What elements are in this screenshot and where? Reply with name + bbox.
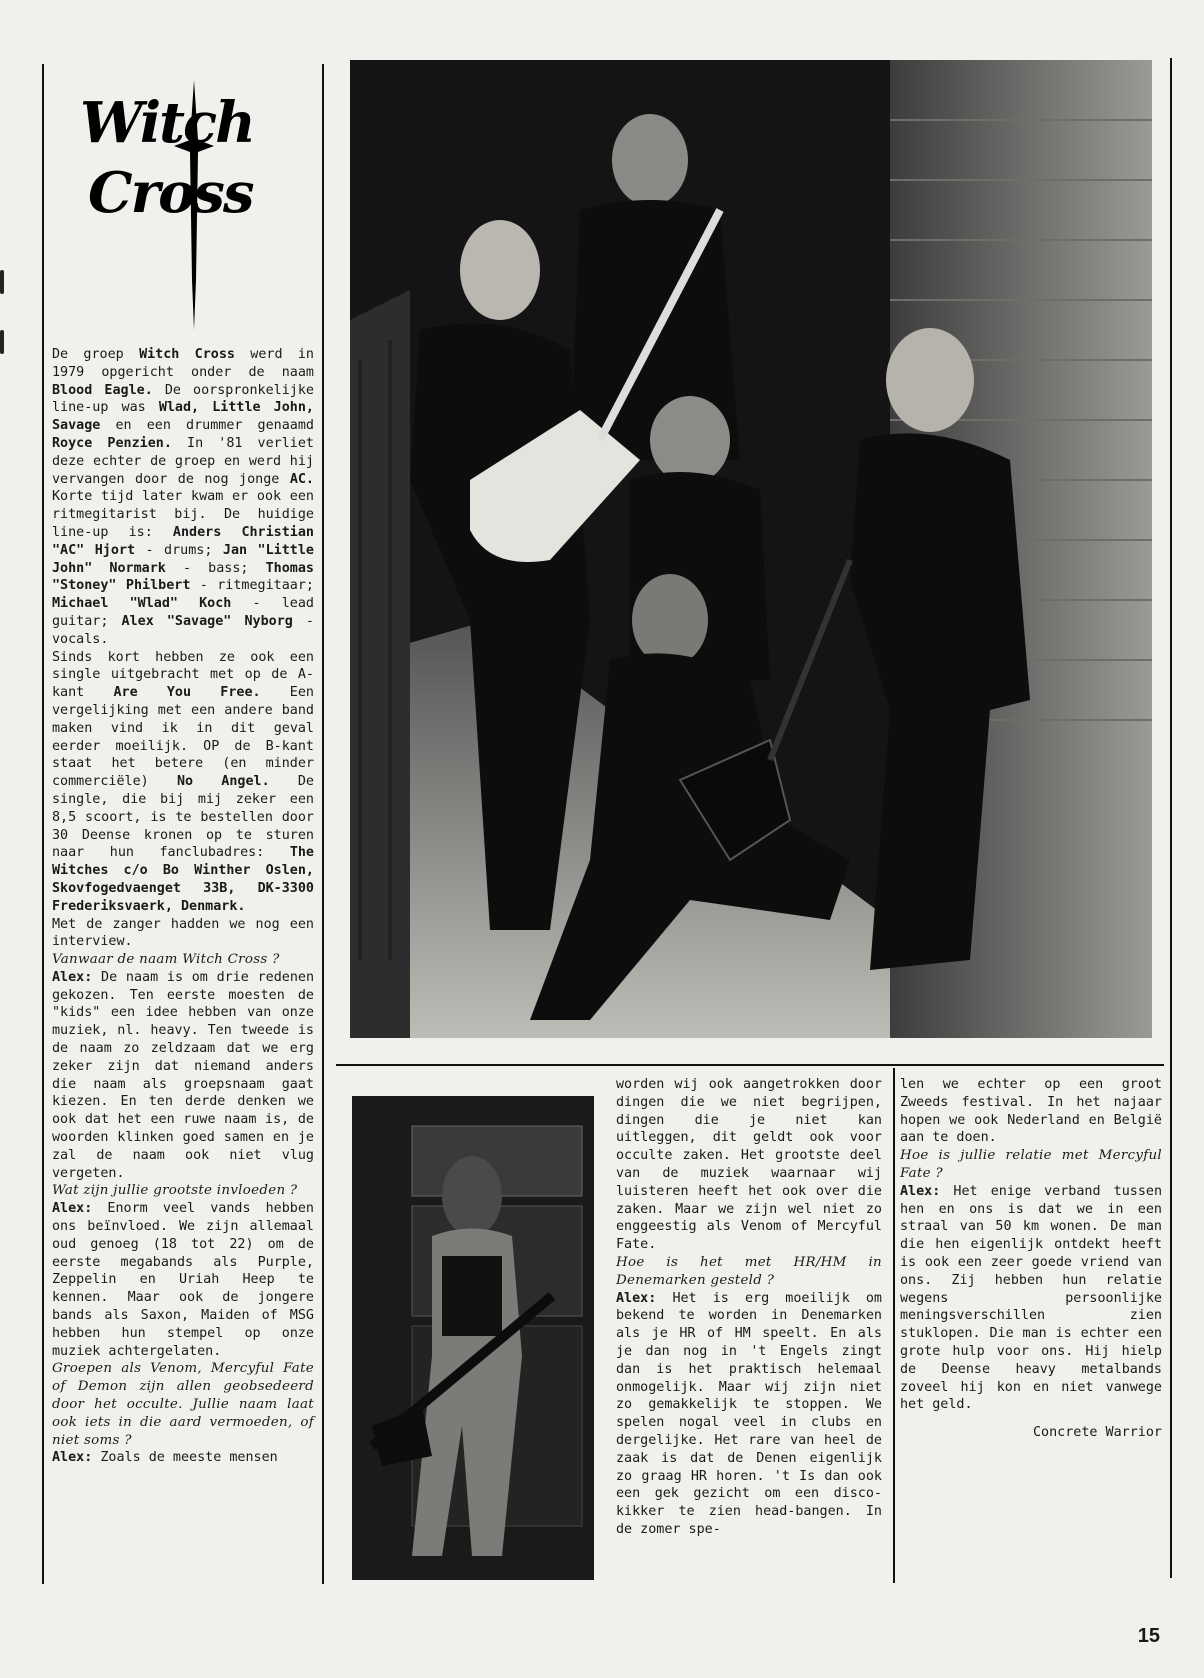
column-rule — [1170, 58, 1172, 1578]
answer-3-cont: worden wij ook aangetrokken door dingen die we niet begrijpen, dingen die je niet kan uitleggen, dit geldt ook voor occulte zaken. Het grootste deel van de muziek waarnaar wij luisteren heeft het ook over die zaken. Maar we zijn wel niet zo enggeestig als Venom of Mercyful Fate. — [616, 1077, 882, 1253]
section-rule — [336, 1064, 1164, 1066]
body-text: - ritmegitaar; — [190, 578, 314, 594]
question-3: Groepen als Venom, Mercyful Fate of Demon zijn allen geobsedeerd door het occulte. Jullie naam laat ook iets in die aard vermoeden, of niet soms ? — [52, 1361, 314, 1448]
bold-text: Witch Cross — [139, 347, 235, 362]
body-text: - bass; — [165, 560, 266, 576]
question-1: Vanwaar de naam Witch Cross ? — [52, 952, 280, 968]
answer-3-text: Zoals de meeste mensen — [100, 1450, 278, 1466]
body-text: In '81 verliet deze echter de groep en werd hij vervangen door de nog jonge — [52, 435, 314, 487]
answer-2-text: Enorm veel vands hebben ons beïnvloed. We zijn allemaal oud genoeg (18 tot 22) om de eerste megabands als Purple, Zeppelin en Uriah Heep te kennen. Maar ook de jongere bands als Saxon, Maiden of MSG hebben hun stempel op onze muziek achtergelaten. — [52, 1201, 314, 1359]
body-text: Korte tijd later kwam er ook een ritmegitarist bij. De huidige line-up is: — [52, 489, 314, 540]
body-text: - drums; — [135, 542, 223, 558]
binder-mark — [0, 270, 4, 294]
witch-cross-logo — [70, 80, 280, 340]
body-text: De groep — [52, 347, 140, 362]
body-text: Sinds kort hebben ze ook een single uitgebracht met op de A-kant — [52, 649, 314, 701]
bold-text: Jan "Little John" Normark — [52, 542, 314, 576]
answer-1-text: De naam is om drie redenen gekozen. Ten eerste moesten de "kids" een idee hebben van onze muziek, nl. heavy. Ten tweede is de naam zo zeldzaam dat we erg zeker zijn dat niemand anders die naam als groepsnaam gaat kiezen. En ten derde denken we ook dat het een ruwe naam is, de woorden klinken goed samen en je zal de naam ook niet vlug vergeten. — [52, 969, 315, 1181]
answer-5 — [900, 1183, 1162, 1414]
logo-word-witch: Witch — [80, 90, 254, 156]
question-2: Wat zijn jullie grootste invloeden ? — [52, 1183, 298, 1199]
column-2 — [616, 1076, 882, 1539]
interview-intro: Met de zanger hadden we nog een interview. — [52, 916, 314, 950]
column-rule — [893, 1068, 895, 1583]
speaker-label: Alex: — [52, 1450, 93, 1466]
column-3 — [900, 1076, 1162, 1442]
binder-mark — [0, 330, 4, 354]
bold-text: Alex "Savage" Nyborg — [121, 613, 293, 629]
bold-text: Blood Eagle. — [52, 382, 153, 398]
logo-word-cross: Cross — [88, 160, 253, 226]
bold-text: AC. — [289, 471, 314, 487]
bold-text: Are You Free. — [113, 685, 261, 701]
band-photo — [350, 60, 1152, 1038]
body-text: De single, die bij mij zeker een 8,5 scoort, is te bestellen door 30 Deense kronen op te sturen naar hun fanclubadres: — [52, 774, 314, 861]
body-text: Een vergelijking met een andere band maken vind ik in dit geval eerder moeilijk. OP de B-kant staat het betere (en minder commerciële) — [52, 685, 314, 790]
bassist-photo — [352, 1096, 594, 1580]
body-text: De oorspronkelijke line-up was — [52, 382, 314, 416]
bold-text: No Angel. — [176, 774, 270, 790]
bold-text: Thomas "Stoney" Philbert — [52, 560, 314, 594]
answer-1 — [52, 969, 314, 1183]
body-text: en een drummer genaamd — [100, 418, 314, 434]
body-text: werd in 1979 opgericht onder de naam — [52, 347, 314, 380]
speaker-label: Alex: — [52, 1201, 93, 1217]
speaker-label: Alex: — [900, 1183, 941, 1199]
column-1 — [52, 346, 314, 1467]
question-4: Hoe is het met HR/HM in Denemarken gesteld ? — [616, 1254, 882, 1288]
bold-text: Michael "Wlad" Koch — [52, 596, 232, 612]
bold-text: The Witches c/o Bo Winther Oslen, Skovfogedvaenget 33B, DK-3300 Frederiksvaerk, Denmark. — [52, 845, 314, 914]
answer-4-cont: len we echter op een groot Zweeds festival. In het najaar hopen we ook Nederland en België aan te doen. — [900, 1077, 1162, 1146]
column-rule — [42, 64, 44, 1584]
answer-2 — [52, 1200, 314, 1360]
speaker-label: Alex: — [52, 969, 93, 985]
answer-4-text: Het is erg moeilijk om bekend te worden in Denemarken als je HR of HM speelt. En als je dan nog in 't Engels zingt dan is het praktisch helemaal onmogelijk. Maar wij zijn niet zo gemakkelijk te stoppen. We spelen nogal veel in clubs en dergelijke. Het rare van heel de zaak is dat de Denen eigenlijk zo graag HR horen. 't Is dan ook een gek gezicht om een disco-kikker te zien head-bangen. In de zomer spe- — [616, 1290, 882, 1537]
answer-4 — [616, 1290, 882, 1539]
question-5: Hoe is jullie relatie met Mercyful Fate ? — [900, 1148, 1162, 1181]
author-signature: Concrete Warrior — [1033, 1425, 1162, 1441]
single-paragraph — [52, 649, 314, 916]
bold-text: Anders Christian "AC" Hjort — [52, 524, 314, 558]
body-text: - lead guitar; — [52, 596, 314, 629]
column-rule — [322, 64, 324, 1584]
body-text: - vocals. — [52, 613, 314, 647]
bold-text: Royce Penzien. — [52, 435, 172, 451]
answer-5-text: Het enige verband tussen hen en ons is dat we in een straal van 50 km wonen. De man die hen eigenlijk ontdekt heeft is ook een zeer goede vriend van ons. Zij hebben hun relatie wegens persoonlijke meningsverschillen zien stuklopen. Die man is echter een grote hulp voor ons. Hij hielp de Deense heavy metalbands zoveel hij kon en niet vanwege het geld. — [900, 1183, 1163, 1413]
bold-text: Wlad, Little John, Savage — [52, 400, 314, 434]
intro-paragraph — [52, 346, 314, 649]
speaker-label: Alex: — [616, 1290, 657, 1306]
page-number: 15 — [1137, 1625, 1160, 1647]
answer-3-start — [52, 1449, 314, 1467]
